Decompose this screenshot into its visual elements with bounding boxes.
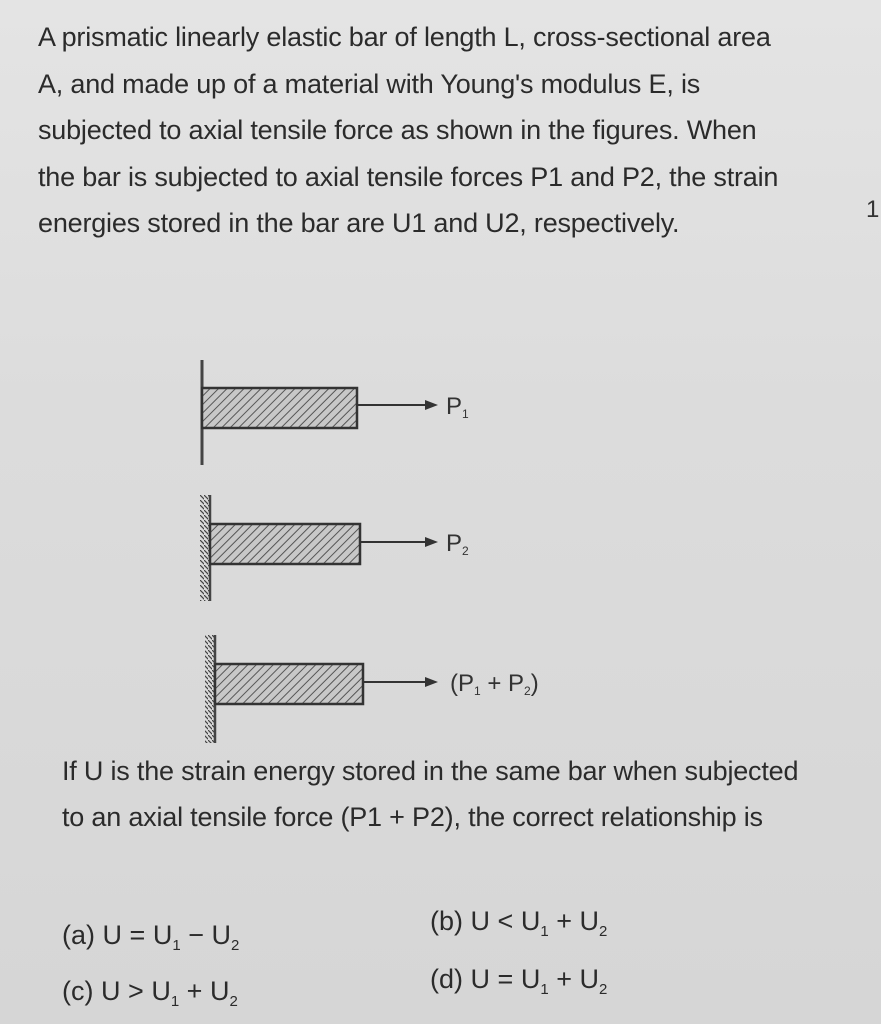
option-term-1: U: [520, 906, 541, 936]
wall-3: [205, 635, 215, 743]
question-prompt: If U is the strain energy stored in the same bar when subjected to an axial tensile force (P1 + P2), the correct relationship is: [62, 756, 799, 832]
option-sign: +: [556, 906, 572, 936]
bar-1: [202, 388, 357, 428]
option-term-1: U: [520, 964, 541, 994]
option-lhs: U: [102, 920, 123, 950]
option-operator: =: [497, 964, 514, 994]
option-lhs: U: [101, 976, 121, 1006]
option-sub-2: 2: [598, 923, 608, 940]
option-a[interactable]: [62, 918, 239, 963]
figure-2: [200, 495, 469, 601]
option-term-2: U: [209, 976, 230, 1006]
arrow-head-3: [425, 677, 438, 687]
option-d[interactable]: [430, 962, 607, 1007]
option-term-2: U: [579, 964, 599, 994]
bar-2: [210, 524, 360, 564]
option-letter: (b): [430, 906, 463, 936]
option-letter: (d): [430, 964, 463, 994]
bar-figures: [180, 350, 630, 750]
force-label-1: P1: [446, 393, 469, 421]
option-term-1: U: [152, 920, 173, 950]
option-operator: >: [128, 976, 144, 1006]
option-lhs: U: [470, 906, 491, 936]
option-sub-1: 1: [540, 981, 549, 998]
question-intro: A prismatic linearly elastic bar of length L, cross-sectional area A, and made up of a material with Young's modulus E, is subjected to axial tensile force as shown in the figures. When the bar is subjected to axial tensile forces P1 and P2, the strain energies stored in the bar are U1 and U2, respectively.: [38, 22, 779, 238]
option-sign: −: [188, 920, 204, 950]
option-sub-2: 2: [598, 981, 608, 998]
option-sub-2: 2: [230, 937, 240, 954]
figure-3: [205, 635, 539, 743]
figures-svg: [180, 350, 630, 750]
option-lhs: U: [470, 964, 491, 994]
option-sub-1: 1: [170, 993, 180, 1010]
option-letter: (c): [62, 976, 94, 1006]
option-sub-2: 2: [229, 993, 238, 1010]
figure-1: [202, 360, 469, 465]
option-term-2: U: [579, 906, 599, 936]
option-sign: +: [186, 976, 203, 1006]
option-term-1: U: [151, 976, 171, 1006]
force-label-2: P2: [446, 530, 469, 558]
arrow-head-1: [425, 400, 438, 410]
side-mark: 1: [866, 196, 880, 223]
option-operator: <: [497, 906, 514, 936]
option-c[interactable]: [62, 974, 238, 1019]
option-sign: +: [556, 964, 572, 994]
force-label-3: (P1 + P2): [450, 670, 539, 698]
option-operator: =: [129, 920, 146, 950]
option-term-2: U: [211, 920, 231, 950]
option-sub-1: 1: [540, 923, 549, 940]
wall-2: [200, 495, 210, 601]
bar-3: [215, 664, 363, 704]
option-sub-1: 1: [172, 937, 181, 954]
option-b[interactable]: [430, 904, 607, 949]
option-letter: (a): [62, 920, 95, 950]
arrow-head-2: [425, 537, 438, 547]
